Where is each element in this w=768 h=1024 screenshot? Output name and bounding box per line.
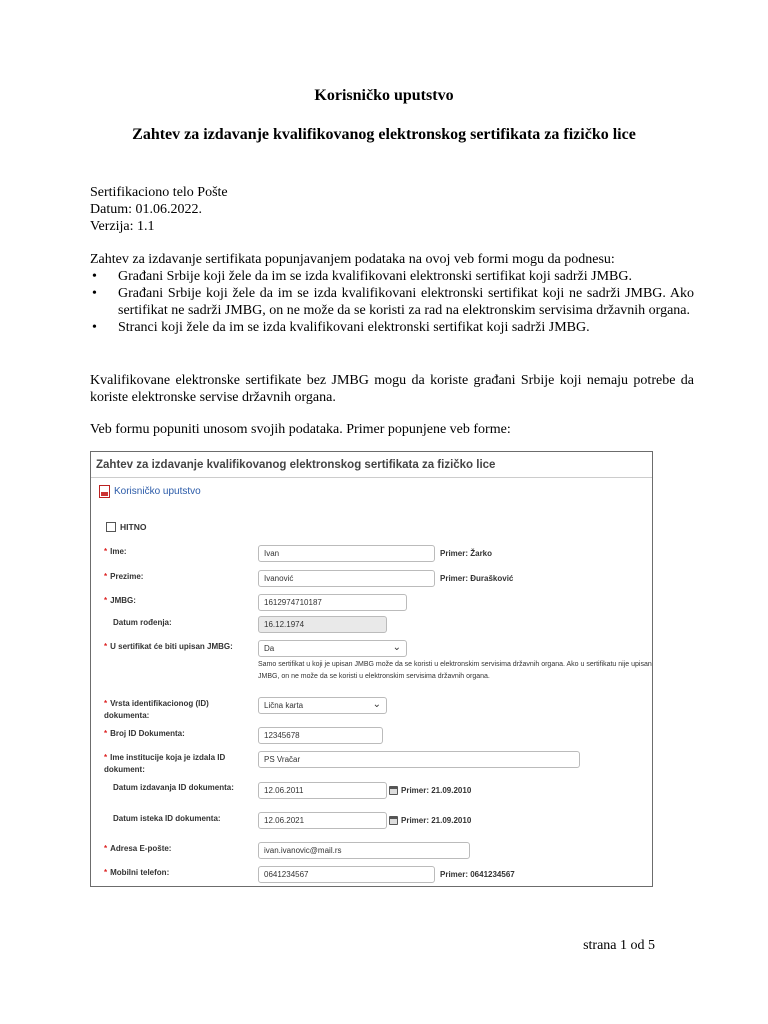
example-ime: Primer: Žarko	[440, 549, 493, 558]
vrsta-id-select[interactable]: Lična karta ⌄	[258, 697, 387, 714]
prezime-input[interactable]: Ivanović	[258, 570, 435, 587]
example-datum-isteka: Primer: 21.09.2010	[401, 816, 472, 825]
jmbg-input[interactable]: 1612974710187	[258, 594, 407, 611]
example-prezime: Primer: Đurašković	[440, 574, 514, 583]
list-item: • Stranci koji žele da im se izda kvalifikovani elektronski sertifikat koji sadrži JMBG.	[90, 319, 694, 336]
label-telefon: * Mobilni telefon:	[104, 868, 170, 877]
page-subtitle: Zahtev za izdavanje kvalifikovanog elektronskog sertifikata za fizičko lice	[132, 126, 636, 143]
urgent-label: HITNO	[120, 522, 147, 532]
meta-version: Verzija: 1.1	[90, 219, 155, 234]
document-meta	[90, 184, 228, 235]
datum-izdavanja-input[interactable]: 12.06.2011	[258, 782, 387, 799]
label-institucija: * Ime institucije koja je izdala ID dokument:	[104, 753, 226, 774]
label-broj-id: * Broj ID Dokumenta:	[104, 729, 185, 738]
example-datum-izdavanja: Primer: 21.09.2010	[401, 786, 472, 795]
intro-text: Zahtev za izdavanje sertifikata popunjavanjem podataka na ovoj veb formi mogu da podnesu:	[90, 252, 615, 267]
email-input[interactable]: ivan.ivanovic@mail.rs	[258, 842, 470, 859]
telefon-input[interactable]: 0641234567	[258, 866, 435, 883]
manual-link-label: Korisničko uputstvo	[114, 486, 201, 497]
form-title: Zahtev za izdavanje kvalifikovanog elektronskog sertifikata za fizičko lice	[96, 459, 496, 471]
ime-input[interactable]: Ivan	[258, 545, 435, 562]
institucija-input[interactable]: PS Vračar	[258, 751, 580, 768]
label-datum-isteka: Datum isteka ID dokumenta:	[113, 814, 221, 823]
paragraph-no-jmbg: Kvalifikovane elektronske sertifikate bez JMBG mogu da koriste građani Srbije koji nemaju potrebe da koriste elektronske servise državnih organa.	[90, 373, 694, 405]
intro-section	[90, 251, 694, 336]
list-item: • Građani Srbije koji žele da im se izda kvalifikovani elektronski sertifikat koji ne sadrži JMBG. Ako sertifikat ne sadrži JMBG, on ne može da se koristi za rad na elektronskim servisima državnih organa.	[90, 285, 694, 319]
u-sertifikat-select[interactable]: Da ⌄	[258, 640, 407, 657]
label-u-sertifikat: * U sertifikat će biti upisan JMBG:	[104, 642, 233, 651]
page-title: Korisničko uputstvo	[314, 87, 454, 104]
form-screenshot	[90, 451, 653, 887]
urgent-checkbox[interactable]	[106, 522, 146, 532]
label-datum-rodjenja: Datum rođenja:	[113, 618, 172, 627]
pdf-icon	[99, 485, 110, 498]
label-vrsta-id: * Vrsta identifikacionog (ID) dokumenta:	[104, 699, 209, 720]
label-datum-izdavanja: Datum izdavanja ID dokumenta:	[113, 783, 234, 792]
meta-date: Datum: 01.06.2022.	[90, 202, 202, 217]
label-prezime: * Prezime:	[104, 572, 144, 581]
label-jmbg: * JMBG:	[104, 596, 136, 605]
paragraph-fill-form: Veb formu popuniti unosom svojih podataka. Primer popunjene veb forme:	[90, 422, 511, 437]
label-ime: * Ime:	[104, 547, 127, 556]
calendar-icon[interactable]	[389, 786, 398, 795]
meta-issuer: Sertifikaciono telo Pošte	[90, 185, 228, 200]
datum-isteka-input[interactable]: 12.06.2021	[258, 812, 387, 829]
jmbg-help-text: Samo sertifikat u koji je upisan JMBG može da se koristi u elektronskim servisima državnih organa. Ako u sertifikatu nije upisan JMBG, on ne može da se koristi u elektronskim servisima državnih organa.	[258, 661, 652, 680]
form-divider	[91, 477, 652, 478]
broj-id-input[interactable]: 12345678	[258, 727, 383, 744]
label-email: * Adresa E-pošte:	[104, 844, 172, 853]
manual-link[interactable]	[99, 485, 201, 498]
checkbox-box[interactable]	[106, 522, 116, 532]
page-footer: strana 1 od 5	[583, 938, 655, 953]
example-telefon: Primer: 0641234567	[440, 870, 515, 879]
applicant-list	[90, 268, 694, 336]
calendar-icon[interactable]	[389, 816, 398, 825]
datum-rodjenja-field: 16.12.1974	[258, 616, 387, 633]
list-item: • Građani Srbije koji žele da im se izda kvalifikovani elektronski sertifikat koji sadrži JMBG.	[90, 268, 694, 285]
